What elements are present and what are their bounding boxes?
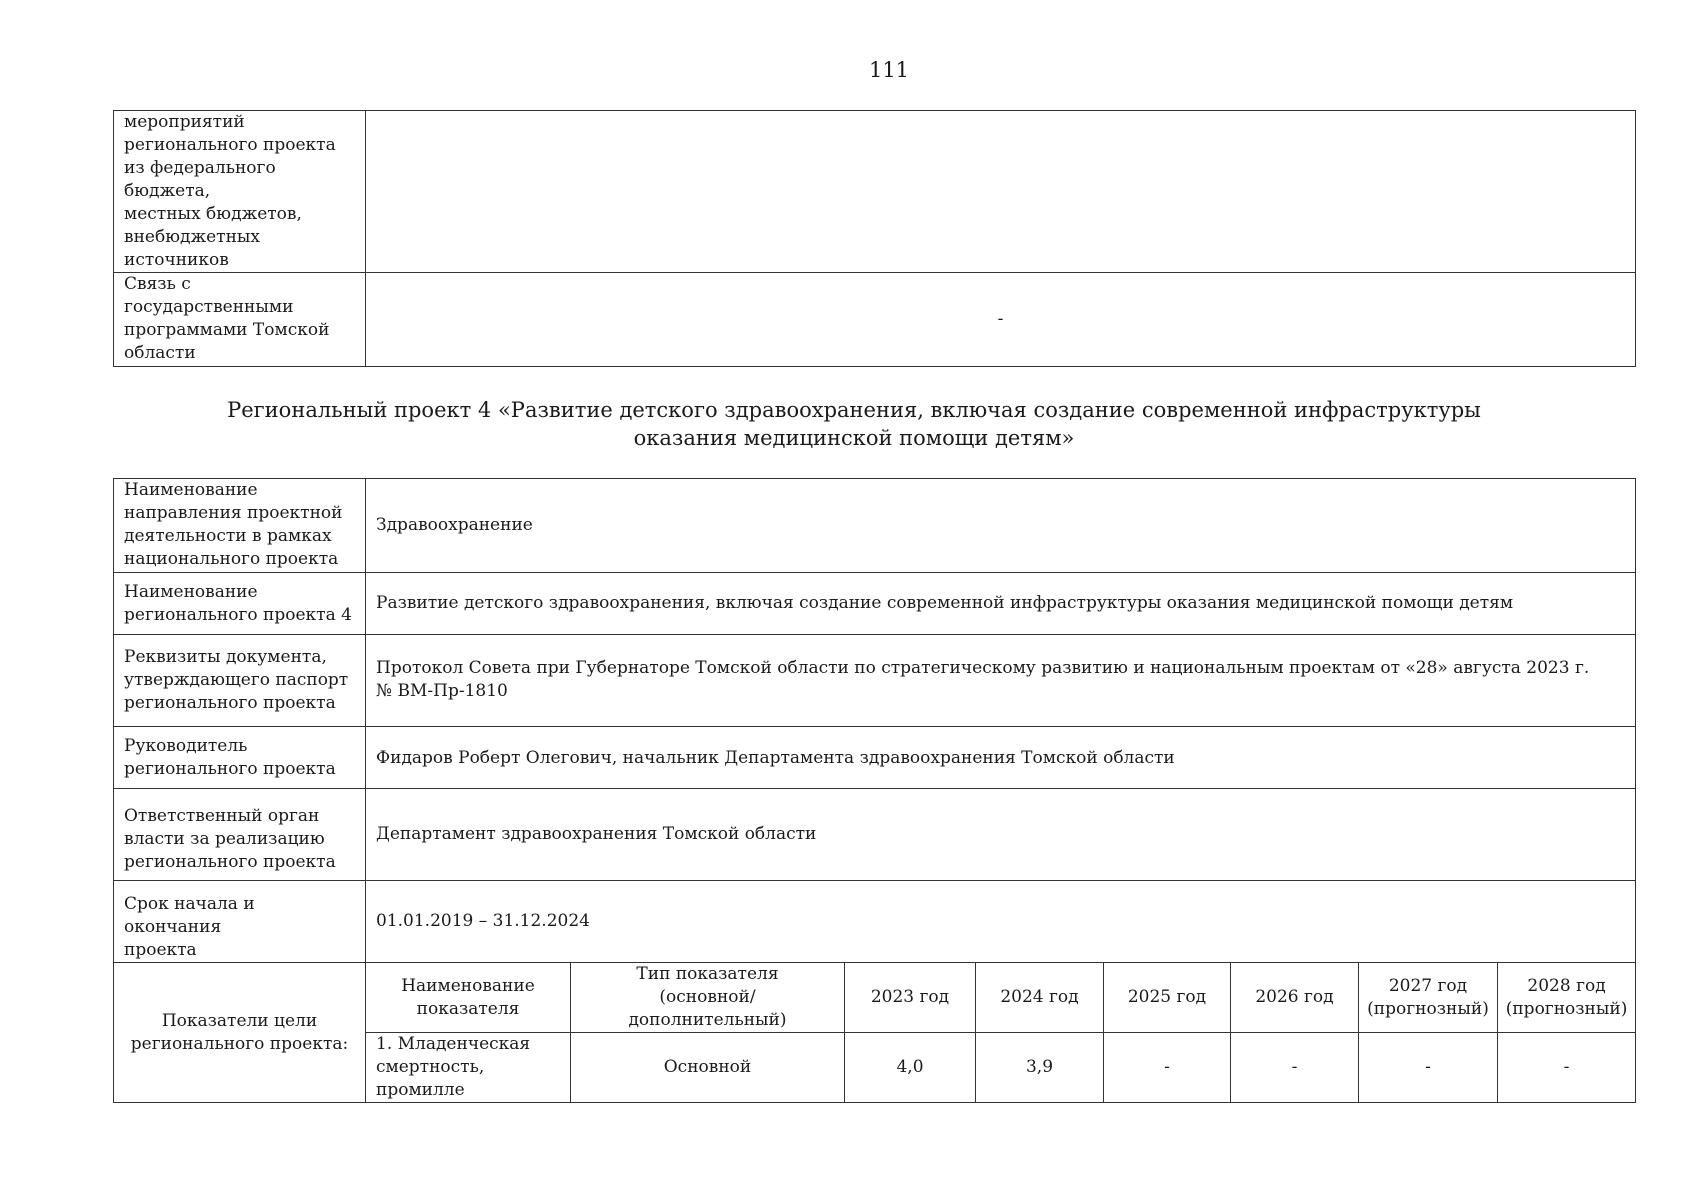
value-line: Фидаров Роберт Олегович, начальник Департамента здравоохранения Томской области [376,748,1175,768]
label-line: Показатели цели [161,1010,318,1031]
value-2023: 4,0 [845,1033,976,1103]
row-value [366,573,1636,635]
label-line: Наименование [124,480,258,500]
value-2024: 3,9 [976,1033,1104,1103]
label-line: регионального проекта [124,135,336,155]
column-header [1498,963,1636,1033]
label-line: Связь с [124,274,191,294]
label-line: Реквизиты документа, [124,647,327,667]
header-line: 2027 год [1388,975,1468,996]
value-line: Протокол Совета при Губернаторе Томской области по стратегическому развитию и национальным проектам от «28» августа 2023 г. [376,658,1590,678]
header-line: 2025 год [1127,987,1207,1007]
value-line: Здравоохранение [376,515,533,535]
row-value [366,479,1636,573]
row-label [114,789,366,881]
header-line: Тип показателя [636,964,779,984]
column-header [1359,963,1498,1033]
label-line: программами Томской [124,320,330,340]
label-line: утверждающего паспорт [124,670,349,690]
heading-line-2: оказания медицинской помощи детям» [633,426,1075,450]
label-line: Срок начала и окончания [124,894,255,937]
value-2028: - [1498,1033,1636,1103]
label-line: регионального проекта [124,693,336,713]
header-line: 2023 год [870,987,950,1007]
header-line: (прогнозный) [1505,998,1628,1019]
header-line: (прогнозный) [1367,998,1489,1019]
name-line: смертность, [376,1057,485,1077]
row-value [366,727,1636,789]
indicator-name [366,1033,571,1103]
section-heading [0,396,1698,452]
row-value [366,789,1636,881]
table-row [114,789,1636,881]
indicator-type: Основной [571,1033,845,1103]
header-line: 2026 год [1255,987,1334,1007]
column-header [1104,963,1231,1033]
continuation-table [113,110,1636,367]
label-line: направления проектной [124,503,343,523]
row-label [114,635,366,727]
name-line: 1. Младенческая [376,1034,531,1054]
label-line: Ответственный орган [124,806,320,826]
row-value [366,881,1636,963]
label-line: источников [124,250,229,270]
label-line: регионального проекта [124,852,336,872]
page-number: 111 [868,58,910,82]
table-row [114,881,1636,963]
label-line: Руководитель [124,735,248,756]
value-line: Развитие детского здравоохранения, включая создание современной инфраструктуры оказания медицинской помощи детям [376,593,1514,613]
label-line: деятельности в рамках [124,526,332,546]
header-line: 2024 год [1000,987,1079,1007]
header-line: (основной/дополнительный) [628,987,787,1030]
indicators-label [114,963,366,1103]
column-header [976,963,1104,1033]
row-value [366,635,1636,727]
value-line: 01.01.2019 – 31.12.2024 [376,911,590,931]
header-line: показателя [416,998,520,1019]
table-row [114,635,1636,727]
label-line: Наименование [124,581,258,602]
label-line: из федерального бюджета, [124,158,276,201]
table-row [114,479,1636,573]
row-value: - [366,273,1636,367]
row-label [114,573,366,635]
table-row [114,573,1636,635]
label-line: проекта [124,940,197,960]
heading-line-1: Региональный проект 4 «Развитие детского здравоохранения, включая создание современной инфраструктуры [227,398,1481,422]
indicators-header-row [114,963,1636,1033]
table-row [114,273,1636,367]
label-line: мероприятий [124,112,245,132]
name-line: промилле [376,1080,465,1100]
value-line: № ВМ-Пр-1810 [376,681,508,701]
label-line: национального проекта [124,549,339,569]
value-2025: - [1104,1033,1231,1103]
value-2026: - [1231,1033,1359,1103]
passport-table [113,478,1636,1103]
table-row [114,111,1636,273]
row-label [114,273,366,367]
value-2027: - [1359,1033,1498,1103]
label-line: области [124,343,196,363]
label-line: внебюджетных [124,227,261,247]
header-line: 2028 год [1527,975,1606,996]
label-line: регионального проекта [124,758,336,779]
row-label [114,727,366,789]
header-line: Наименование [401,975,535,996]
row-value [366,111,1636,273]
column-header [571,963,845,1033]
column-header [366,963,571,1033]
row-label [114,881,366,963]
label-line: регионального проекта 4 [124,604,352,625]
value-line: Департамент здравоохранения Томской области [376,824,817,844]
column-header [1231,963,1359,1033]
column-header [845,963,976,1033]
label-line: регионального проекта: [130,1033,349,1054]
label-line: власти за реализацию [124,829,325,849]
label-line: государственными [124,297,294,317]
label-line: местных бюджетов, [124,204,302,224]
row-label [114,111,366,273]
row-label [114,479,366,573]
table-row [114,727,1636,789]
